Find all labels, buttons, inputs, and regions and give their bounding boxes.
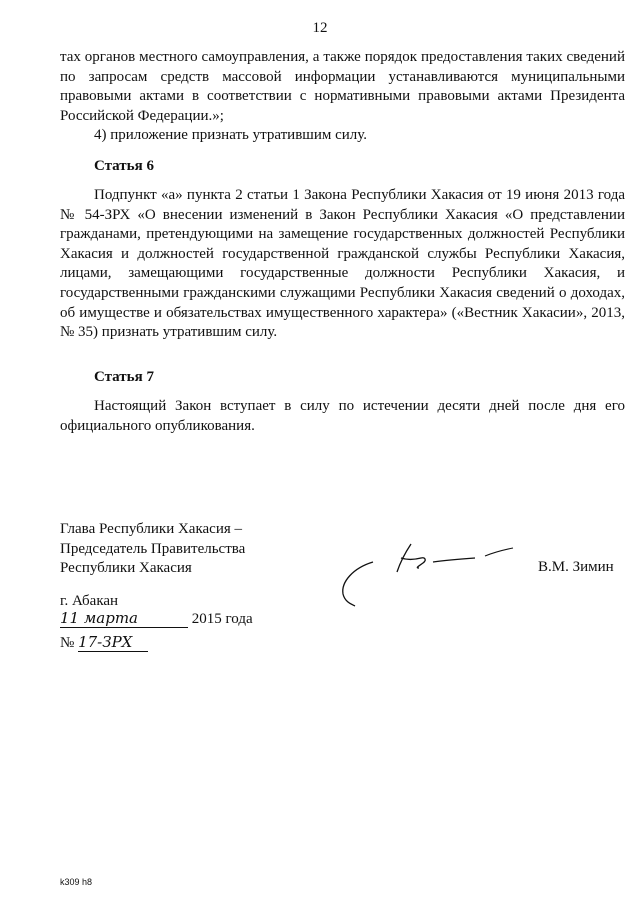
article-7-heading: Статья 7 [94, 369, 154, 385]
article-5-tail [60, 48, 625, 146]
law-number [60, 633, 148, 652]
article-5-tail-paragraph: тах органов местного самоуправления, а также порядок предоставления таких сведений по запросам средств массовой информации устанавливаются муниципальными правовыми актами в соответствии с нормативными правовыми актами Президента Российской Федерации.»; [60, 49, 625, 124]
page-number: 12 [312, 20, 328, 36]
handwritten-law-number: 17-ЗРХ [78, 633, 148, 652]
article-7-text: Настоящий Закон вступает в силу по истечении десяти дней после дня его официального опубликования. [60, 398, 625, 434]
signatory-title-line-3: Республики Хакасия [60, 560, 192, 576]
date-year: 2015 года [191, 611, 253, 627]
place-of-signing: г. Абакан [60, 593, 119, 609]
number-sign: № [60, 635, 75, 651]
handwritten-date: 11 марта [60, 609, 188, 628]
article-6-text: Подпункт «а» пункта 2 статьи 1 Закона Республики Хакасия от 19 июня 2013 года № 54-ЗРХ «О внесении изменений в Закон Республики Хакасия «О представлении гражданами, претендующими на замещение государственных должностей Республики Хакасия и должностей государственной гражданской службы Республики Хакасия, лицами, замещающими государственные должности Республики Хакасия, и государственными гражданскими служащими Республики Хакасия сведений о доходах, об имуществе и обязательствах имущественного характера» («Вестник Хакасии», 2013, № 35) признать утратившим силу. [60, 187, 625, 341]
article-6-heading: Статья 6 [94, 158, 154, 174]
article-5-item-4: 4) приложение признать утратившим силу. [94, 127, 368, 144]
signatory-title-line-2: Председатель Правительства [60, 540, 246, 557]
signatory-title [60, 520, 245, 579]
signatory-name: В.М. Зимин [538, 559, 614, 575]
article-7-body [60, 397, 625, 436]
signatory-title-line-1: Глава Республики Хакасия – [60, 521, 243, 537]
handwritten-signature [335, 530, 525, 610]
signing-date [60, 609, 253, 628]
article-6-body [60, 186, 625, 343]
footer-code: k309 h8 [60, 877, 93, 887]
